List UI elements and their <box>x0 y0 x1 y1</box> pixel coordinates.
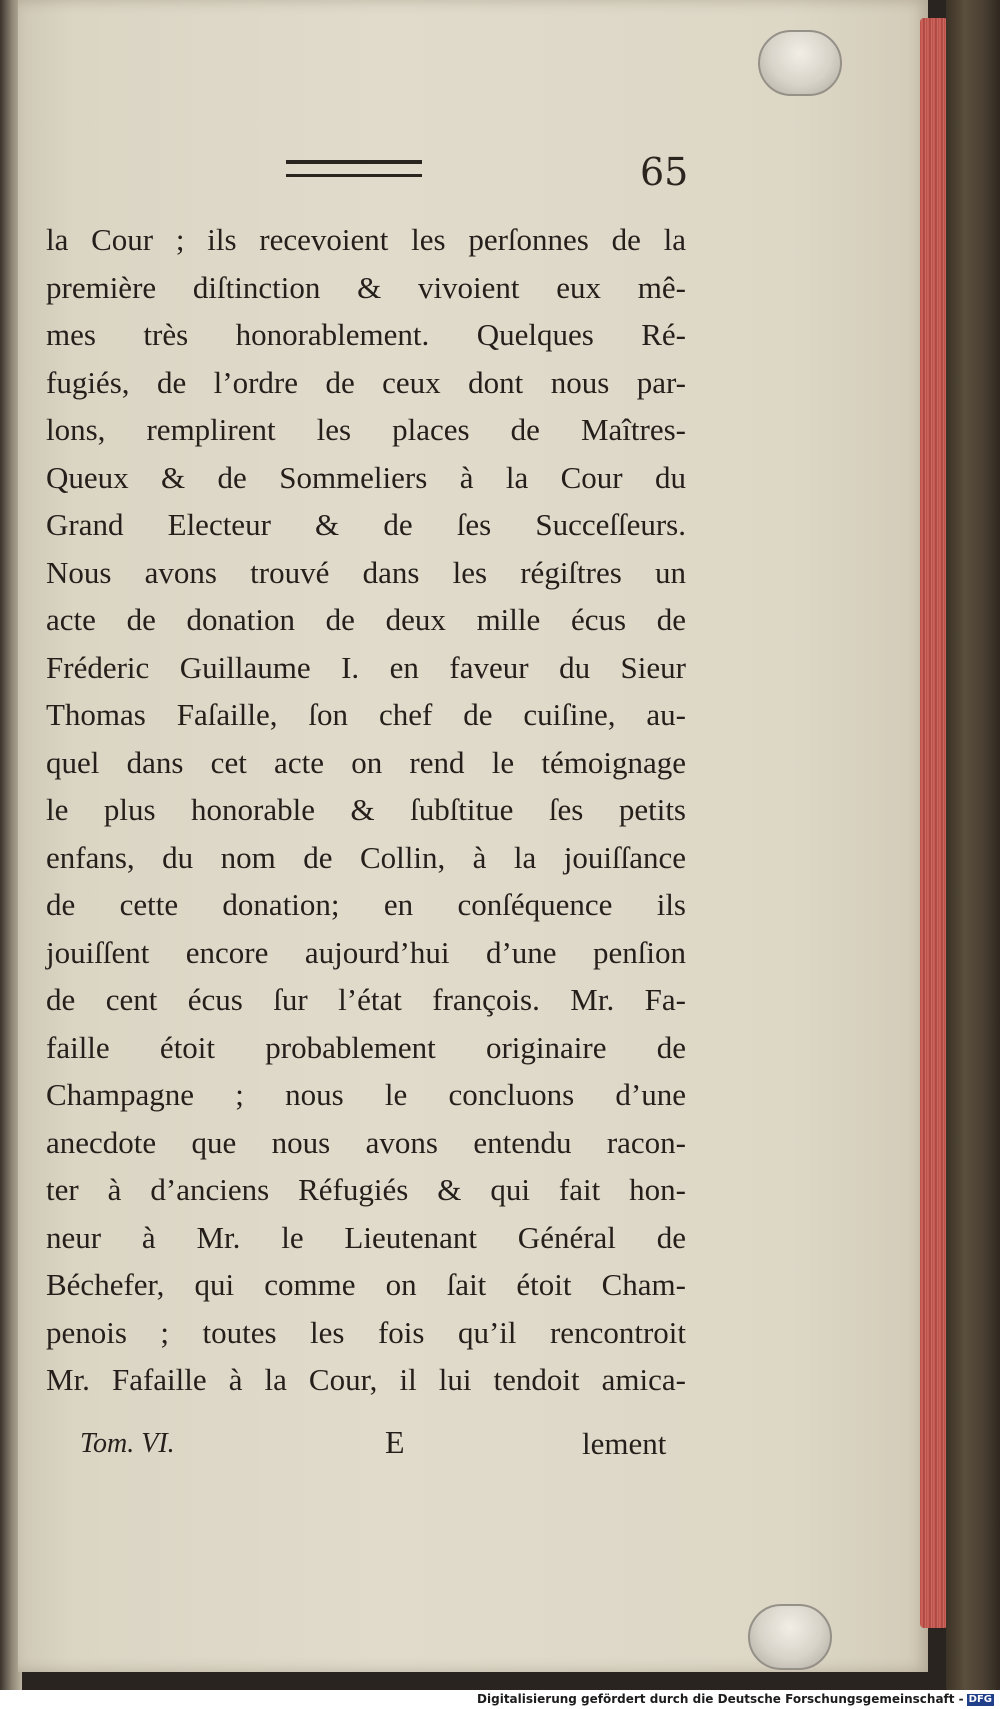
text-line: Thomas Faſaille, ſon chef de cuiſine, au- <box>46 697 686 732</box>
text-line: anecdote que nous avons entendu racon- <box>46 1124 686 1160</box>
page-clip-top <box>758 30 842 96</box>
text-line: mes très honorablement. Quelques Ré- <box>46 317 686 352</box>
body-text <box>46 216 686 1404</box>
text-line: Mr. Fafaille à la Cour, il lui tendoit amica- <box>46 1362 686 1397</box>
text-line: de cent écus ſur l’état françois. Mr. Fa- <box>46 982 686 1017</box>
book-cover-edge <box>946 0 1000 1690</box>
text-line: Fréderic Guillaume I. en faveur du Sieur <box>46 649 686 685</box>
text-line: penois ; toutes les fois qu’il rencontroit <box>46 1314 686 1350</box>
text-line: le plus honorable & ſubſtitue ſes petits <box>46 792 686 827</box>
credit-text: Digitalisierung gefördert durch die Deutsche Forschungsgemeinschaft - <box>477 1692 964 1706</box>
volume-label: Tom. VI. <box>80 1428 175 1459</box>
page-number: 65 <box>640 150 689 194</box>
catchword: lement <box>582 1426 667 1461</box>
text-line: Béchefer, qui comme on ſait étoit Cham- <box>46 1267 686 1302</box>
header-rule <box>286 160 422 177</box>
digitization-credit <box>477 1692 994 1706</box>
text-line: fugiés, de l’ordre de ceux dont nous par- <box>46 364 686 400</box>
dfg-logo: DFG <box>968 1693 992 1705</box>
text-line: jouiſſent encore aujourd’hui d’une penſion <box>46 934 686 970</box>
page-clip-bottom <box>748 1604 832 1670</box>
text-line: Champagne ; nous le concluons d’une <box>46 1077 686 1112</box>
text-line: de cette donation; en conſéquence ils <box>46 887 686 922</box>
text-line: faille étoit probablement originaire de <box>46 1029 686 1065</box>
text-line: Grand Electeur & de ſes Succeſſeurs. <box>46 507 686 542</box>
signature-mark: E <box>385 1424 405 1460</box>
text-line: première diſtinction & vivoient eux mê- <box>46 269 686 305</box>
text-line: ter à d’anciens Réfugiés & qui fait hon- <box>46 1172 686 1207</box>
text-line: quel dans cet acte on rend le témoignage <box>46 744 686 780</box>
text-line: la Cour ; ils recevoient les perſonnes de la <box>46 222 686 257</box>
text-line: neur à Mr. le Lieutenant Général de <box>46 1219 686 1255</box>
red-page-edges <box>920 18 948 1628</box>
text-line: acte de donation de deux mille écus de <box>46 602 686 637</box>
text-line: Queux & de Sommeliers à la Cour du <box>46 459 686 495</box>
text-line: Nous avons trouvé dans les régiſtres un <box>46 554 686 590</box>
text-line: enfans, du nom de Collin, à la jouiſſance <box>46 839 686 875</box>
text-line: lons, remplirent les places de Maîtres- <box>46 412 686 447</box>
